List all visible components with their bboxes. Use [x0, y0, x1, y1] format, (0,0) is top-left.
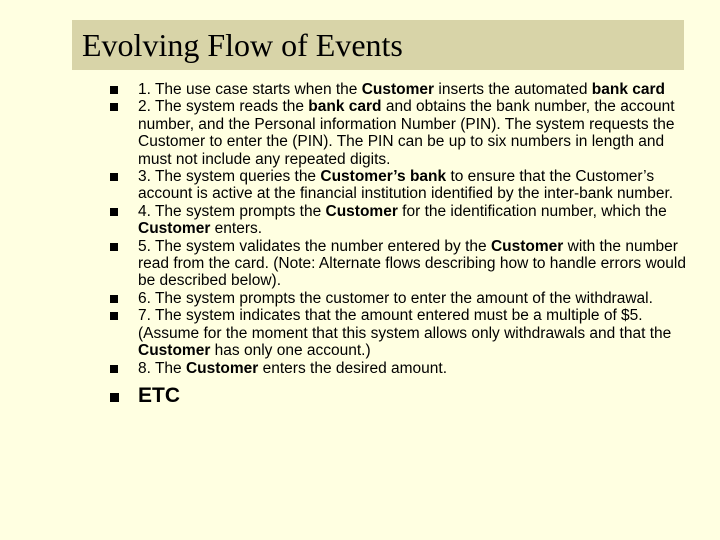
bullet-text: 6. The system prompts the customer to enter the amount of the withdrawal.	[138, 289, 653, 307]
bullet-text: enters the desired amount.	[258, 359, 448, 377]
bullet-item	[108, 307, 688, 359]
square-bullet-icon	[110, 393, 119, 402]
bullet-item	[108, 290, 688, 307]
bullet-text: 2. The system reads the	[138, 98, 309, 116]
square-bullet-icon	[110, 208, 118, 216]
bullet-item	[108, 168, 688, 203]
bullet-text: to ensure that the Customer’s account is active at the financial institution identified by the inter-bank number.	[138, 168, 674, 203]
bullet-item	[108, 238, 688, 290]
bullet-text: and obtains the bank number, the account number, and the Personal information Number (PIN). The system requests the Customer to enter the (PIN). The PIN can be up to six numbers in length and must not include any repeated digits.	[138, 98, 675, 168]
bullet-text: 1. The use case starts when the	[138, 81, 362, 98]
bullet-text: 4. The system prompts the	[138, 202, 326, 220]
square-bullet-icon	[110, 365, 118, 373]
square-bullet-icon	[110, 173, 118, 181]
slide-title: Evolving Flow of Events	[82, 27, 403, 63]
bullet-text: 5. The system validates the number entered by the	[138, 237, 491, 255]
bullet-text: inserts the automated	[434, 81, 592, 98]
bullet-text: with the number read from the card. (Note: Alternate flows describing how to handle errors would be described below).	[138, 237, 686, 290]
bullet-text: has only one account.)	[210, 342, 371, 360]
emphasized-term: bank card	[591, 81, 665, 98]
bullet-item	[108, 81, 688, 98]
title-bar	[72, 20, 684, 70]
emphasized-term: Customer	[138, 342, 211, 360]
bullet-text: enters.	[210, 220, 263, 238]
square-bullet-icon	[110, 243, 118, 251]
emphasized-term: Customer	[361, 81, 435, 98]
bullet-text: 8. The	[138, 359, 186, 377]
bullet-text: 7. The system indicates that the amount entered must be a multiple of $5. (Assume for the moment that this system allows only withdrawals and that the	[138, 307, 672, 342]
square-bullet-icon	[110, 86, 118, 94]
etc-label: ETC	[138, 383, 180, 407]
bullet-item-etc	[108, 383, 688, 409]
bullet-item	[108, 98, 688, 168]
emphasized-term: bank card	[308, 98, 382, 116]
emphasized-term: Customer	[490, 237, 564, 255]
emphasized-term: Customer’s bank	[320, 168, 447, 186]
emphasized-term: Customer	[185, 359, 259, 377]
emphasized-term: Customer	[138, 220, 211, 238]
square-bullet-icon	[110, 312, 118, 320]
bullet-text: for the identification number, which the	[397, 202, 667, 220]
square-bullet-icon	[110, 103, 118, 111]
bullet-text: 3. The system queries the	[138, 168, 321, 186]
bullet-item	[108, 203, 688, 238]
bullet-list	[108, 81, 688, 409]
square-bullet-icon	[110, 295, 118, 303]
bullet-item	[108, 360, 688, 377]
emphasized-term: Customer	[325, 202, 398, 220]
